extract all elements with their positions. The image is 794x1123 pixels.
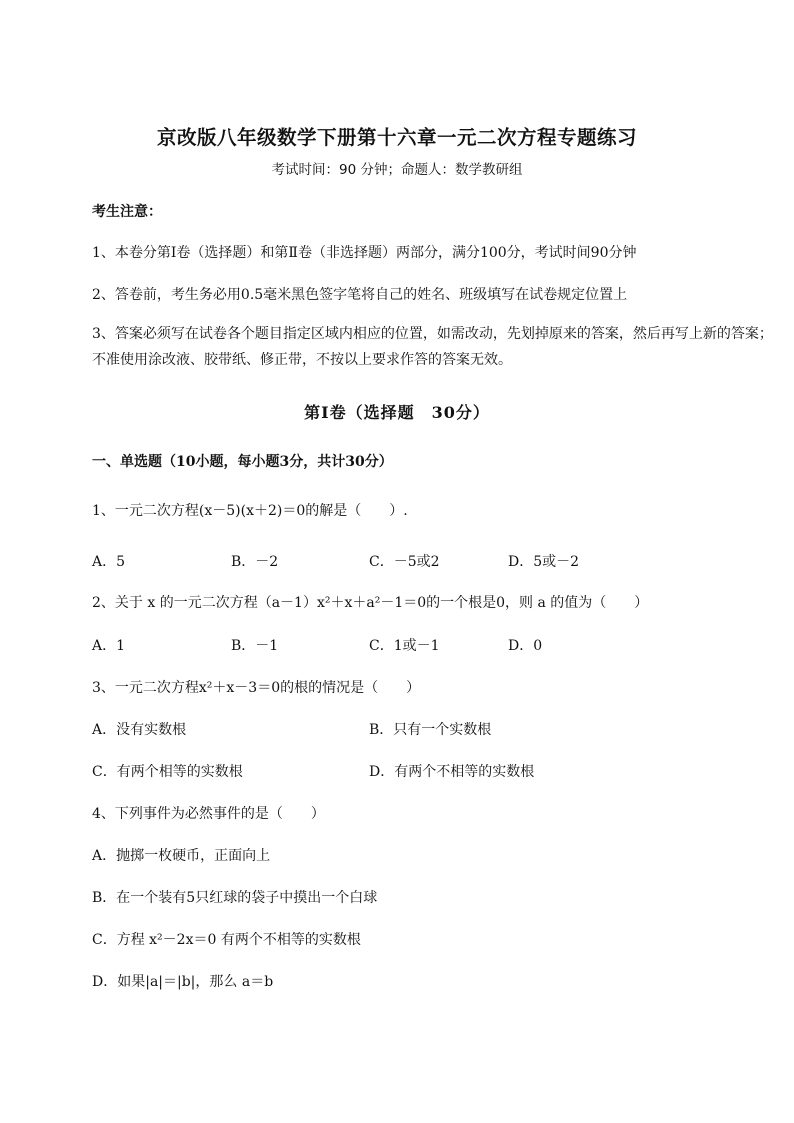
question-3-option-b: B．只有一个实数根 [369, 722, 492, 738]
question-2-option-c: C．1或－1 [369, 638, 440, 654]
question-1-option-c: C．－5或2 [369, 554, 440, 570]
question-3-option-c: C．有两个相等的实数根 [92, 764, 243, 780]
exam-info: 考试时间：90 分钟；命题人：数学教研组 [271, 162, 523, 178]
question-4-option-a: A．抛掷一枚硬币，正面向上 [92, 848, 271, 864]
question-1-option-a: A．5 [92, 554, 126, 570]
question-1-option-b: B．－2 [231, 554, 279, 570]
question-3-stem: 3、一元二次方程x²＋x－3＝0的根的情况是（ ） [92, 680, 421, 696]
question-3-option-d: D．有两个不相等的实数根 [369, 764, 535, 780]
question-4-option-c: C．方程 x²－2x＝0 有两个不相等的实数根 [92, 932, 361, 948]
question-4-option-b: B．在一个装有5只红球的袋子中摸出一个白球 [92, 890, 378, 906]
question-1-stem: 1、一元二次方程(x－5)(x＋2)＝0的解是（ ）. [92, 503, 408, 519]
question-2-stem: 2、关于 x 的一元二次方程（a－1）x²＋x＋a²－1＝0的一个根是0，则 a 的值为（ ） [92, 595, 649, 611]
section-title: 第Ⅰ卷（选择题 30分） [304, 403, 490, 422]
question-3-option-a: A．没有实数根 [92, 722, 187, 738]
part-heading: 一、单选题（10小题，每小题3分，共计30分） [92, 454, 393, 470]
question-2-option-b: B．－1 [231, 638, 279, 654]
question-1-option-d: D．5或－2 [508, 554, 580, 570]
note-item-3: 3、答案必须写在试卷各个题目指定区域内相应的位置，如需改动，先划掉原来的答案，然后再写上新的答案；不准使用涂改液、胶带纸、修正带，不按以上要求作答的答案无效。 [92, 326, 773, 368]
question-4-option-d: D．如果|a|＝|b|，那么 a＝b [92, 974, 274, 990]
note-item-1: 1、本卷分第Ⅰ卷（选择题）和第Ⅱ卷（非选择题）两部分，满分100分，考试时间90分钟 [92, 245, 637, 261]
document-title: 京改版八年级数学下册第十六章一元二次方程专题练习 [156, 126, 637, 149]
question-2-option-d: D．0 [508, 638, 543, 654]
note-item-2: 2、答卷前，考生务必用0.5毫米黑色签字笔将自己的姓名、班级填写在试卷规定位置上 [92, 287, 628, 303]
question-2-option-a: A．1 [92, 638, 126, 654]
notes-heading: 考生注意： [92, 204, 162, 220]
question-4-stem: 4、下列事件为必然事件的是（ ） [92, 806, 325, 822]
